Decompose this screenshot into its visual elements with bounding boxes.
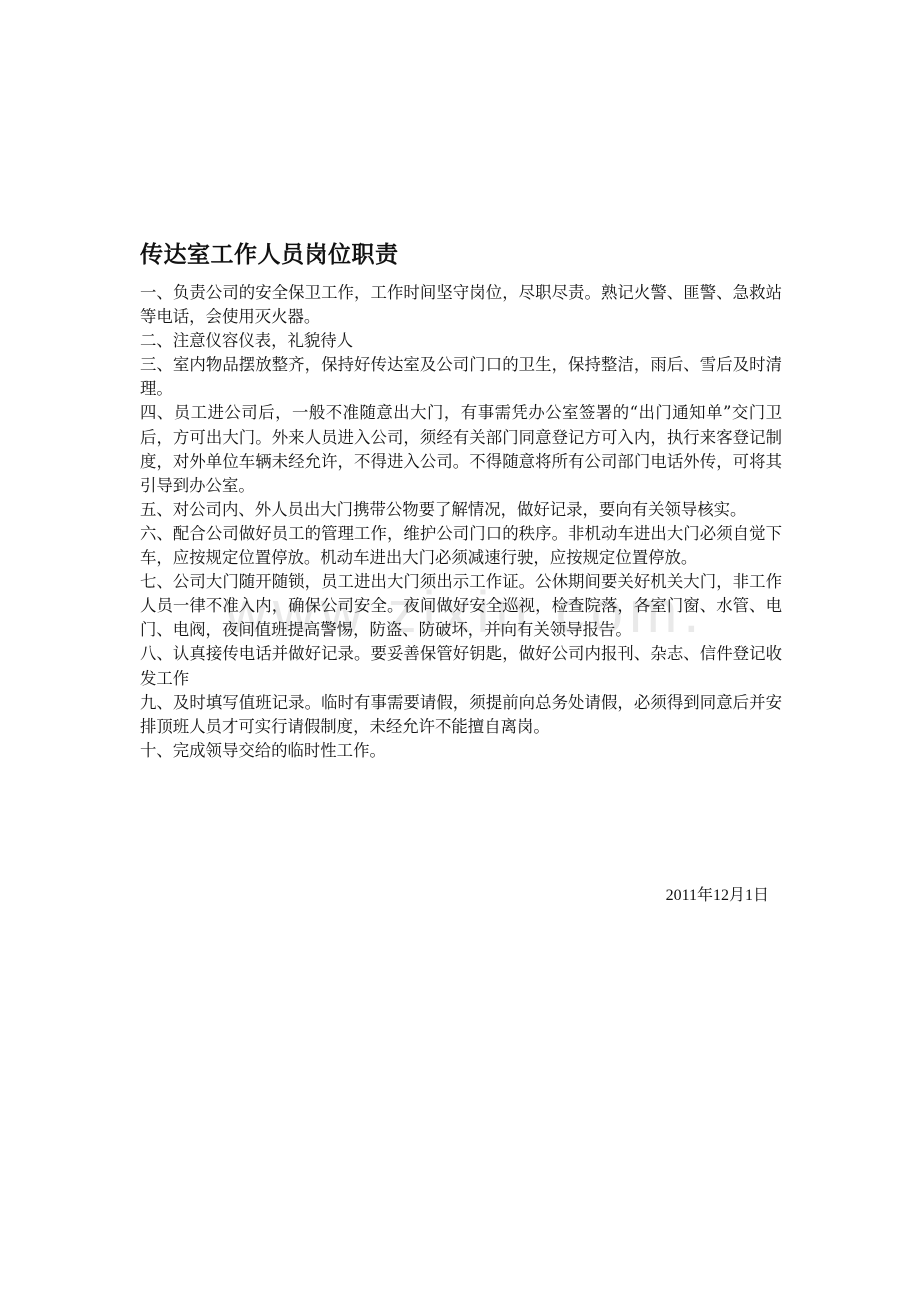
svg-text:www.zixin.com.cn: www.zixin.com <box>225 580 684 645</box>
duty-item-6: 六、配合公司做好员工的管理工作，维护公司门口的秩序。非机动车进出大门必须自觉下车，应按规定位置停放。机动车进出大门必须减速行驶，应按规定位置停放。 <box>140 523 782 568</box>
document-title: 传达室工作人员岗位职责 <box>140 242 399 268</box>
document-date: 2011年12月1日 <box>665 887 769 904</box>
document-body <box>140 281 782 763</box>
duty-item-4: 四、员工进公司后，一般不准随意出大门，有事需凭办公室签署的“出门通知单”交门卫后，方可出大门。外来人员进入公司，须经有关部门同意登记方可入内，执行来客登记制度，对外单位车辆未经允许，不得进入公司。不得随意将所有公司部门电话外传，可将其引导到办公室。 <box>140 403 782 495</box>
duty-item-5: 五、对公司内、外人员出大门携带公物要了解情况，做好记录，要向有关领导核实。 <box>140 499 747 519</box>
duty-item-10: 十、完成领导交给的临时性工作。 <box>140 740 386 760</box>
duty-item-1: 一、负责公司的安全保卫工作，工作时间坚守岗位，尽职尽责。熟记火警、匪警、急救站等电话，会使用灭火器。 <box>140 283 782 327</box>
duty-item-7: 七、公司大门随开随锁，员工进出大门须出示工作证。公休期间要关好机关大门，非工作人员一律不准入内，确保公司安全。夜间做好安全巡视，检查院落，各室门窗、水管、电门、电阀，夜间值班提高警惕，防盗、防破坏，并向有关领导报告。 <box>140 572 782 640</box>
duty-item-9: 九、及时填写值班记录。临时有事需要请假，须提前向总务处请假，必须得到同意后并安排顶班人员才可实行请假制度，未经允许不能擅自离岗。 <box>140 692 782 736</box>
duty-item-8: 八、认真接传电话并做好记录。要妥善保管好钥匙，做好公司内报刊、杂志、信件登记收发工作 <box>140 644 782 688</box>
duty-item-3: 三、室内物品摆放整齐，保持好传达室及公司门口的卫生，保持整洁，雨后、雪后及时清理。 <box>140 355 782 399</box>
duty-item-2: 二、注意仪容仪表，礼貌待人 <box>140 331 354 351</box>
